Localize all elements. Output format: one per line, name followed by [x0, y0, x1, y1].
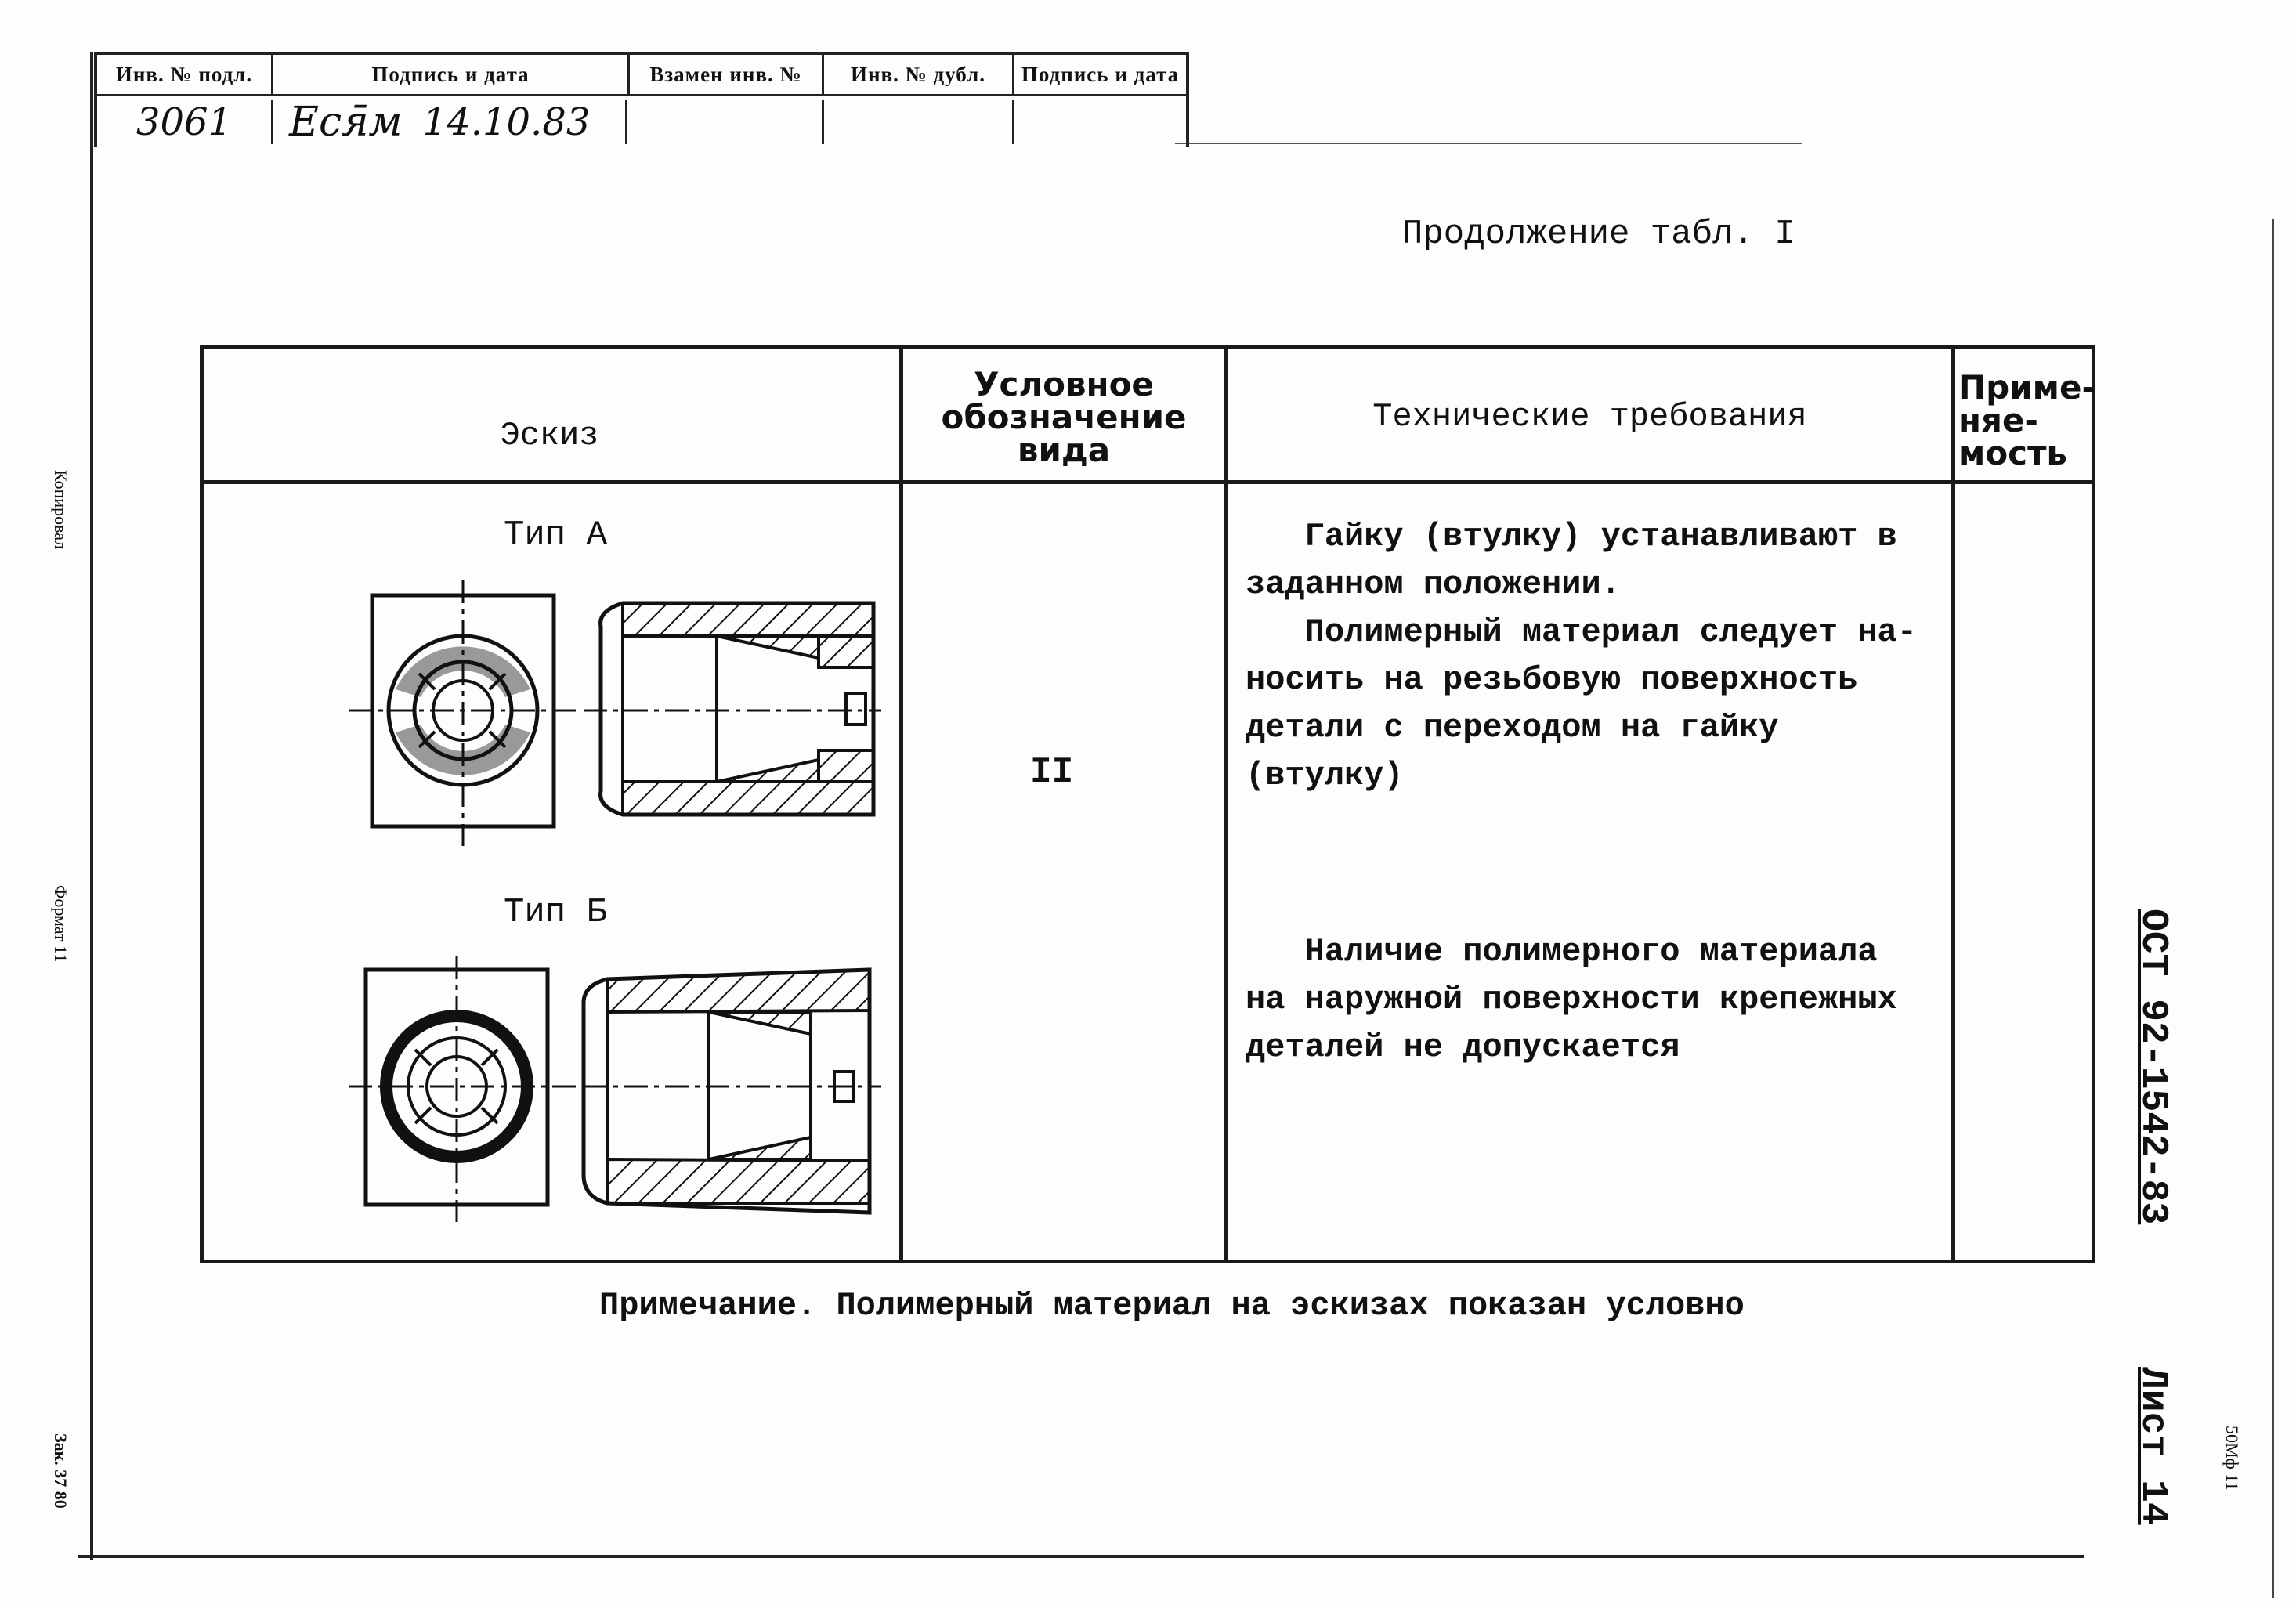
- requirements-block-1: Гайку (втулку) устанавливают в заданном положении. Полимерный материал следует на- носить на резьбовую поверхность детали с переходом на гайку (втулку): [1246, 518, 1917, 794]
- sketch-type-a: [349, 580, 881, 846]
- margin-left-format: Формат 11: [51, 885, 71, 963]
- margin-right-text: 50Мф 11: [2222, 1426, 2242, 1491]
- stamp-header-signature-2: Подпись и дата: [1021, 62, 1180, 86]
- header-designation: Условное обозначение вида: [941, 365, 1187, 469]
- frame-left: [90, 52, 93, 1560]
- continuation-title: Продолжение табл. I: [1402, 215, 1795, 254]
- stamp-replace-value: [630, 100, 824, 144]
- right-margin-line: [2272, 219, 2274, 1598]
- standard-number: ОСТ 92-1542-83: [2131, 909, 2174, 1225]
- stamp-signature-value: [273, 100, 627, 144]
- stamp-date-value: 14.10.83: [422, 100, 591, 144]
- designation-value: II: [1030, 752, 1074, 793]
- type-b-label: Тип Б: [504, 893, 608, 932]
- sheet-number: Лист 14: [2131, 1367, 2174, 1525]
- requirements-table: [200, 345, 2095, 1281]
- margin-left-order: Зак. 37 80: [51, 1433, 71, 1509]
- stamp-table: [94, 52, 1189, 147]
- table-note: Примечание. Полимерный материал на эскизах показан условно: [599, 1287, 1745, 1325]
- requirements-block-2: Наличие полимерного материала на наружной поверхности крепежных деталей не допускается: [1246, 933, 1897, 1066]
- stamp-header-signature: Подпись и дата: [273, 55, 630, 94]
- stamp-header-dup: Инв. № дубл.: [824, 55, 1014, 94]
- stamp-signature-2-value: [1014, 100, 1186, 144]
- header-sketch: Эскиз: [500, 417, 599, 454]
- type-a-label: Тип А: [504, 515, 608, 555]
- stamp-inv-value: 3061: [97, 100, 273, 144]
- handwritten-signature: Еся̄м: [289, 99, 403, 146]
- stamp-header-replace: Взамен инв. №: [630, 55, 824, 94]
- stamp-header-inv: Инв. № подл.: [97, 55, 273, 94]
- sketch-type-b: [349, 956, 881, 1222]
- frame-bottom: [78, 1555, 2084, 1558]
- header-applicability: Приме- няе- мость: [1958, 368, 2095, 472]
- header-requirements: Технические требования: [1372, 398, 1807, 436]
- stamp-dup-value: [824, 100, 1014, 144]
- margin-left-copied: Копировал: [51, 470, 71, 550]
- frame-top-extension: [1175, 143, 1802, 144]
